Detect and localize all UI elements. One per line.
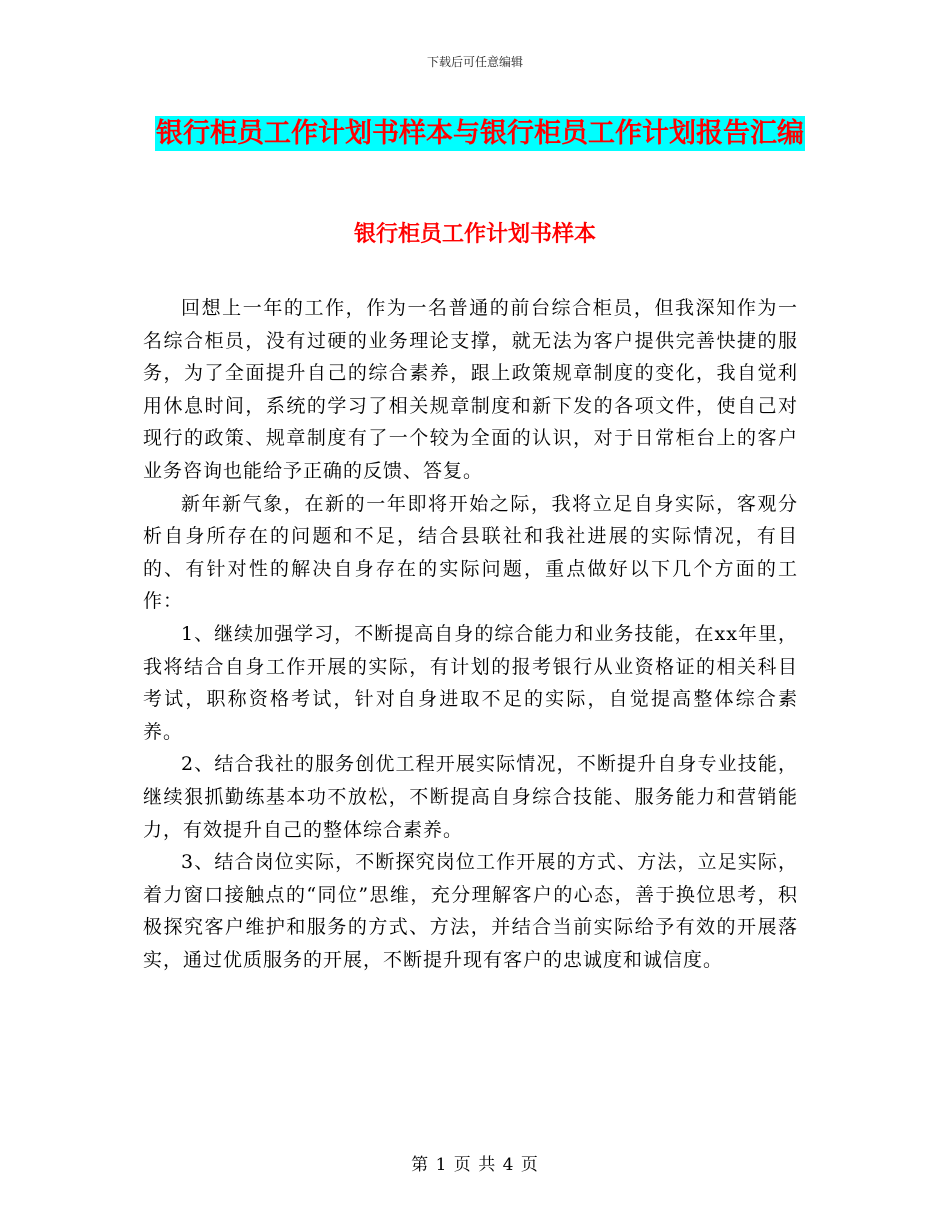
page-number: 第 1 页 共 4 页: [411, 1155, 539, 1175]
paragraph: 3、结合岗位实际，不断探究岗位工作开展的方式、方法，立足实际，着力窗口接触点的“同位”思维，充分理解客户的心态，善于换位思考，积极探究客户维护和服务的方式、方法，并结合当前实际给予有效的开展落实，通过优质服务的开展，不断提升现有客户的忠诚度和诚信度。: [143, 851, 798, 971]
paragraph: 新年新气象，在新的一年即将开始之际，我将立足自身实际，客观分析自身所存在的问题和不足，结合县联社和我社进展的实际情况，有目的、有针对性的解决自身存在的实际问题，重点做好以下几个方面的工作：: [143, 492, 798, 613]
paragraph: 2、结合我社的服务创优工程开展实际情况，不断提升自身专业技能，继续狠抓勤练基本功不放松，不断提高自身综合技能、服务能力和营销能力，有效提升自己的整体综合素养。: [143, 753, 798, 841]
document-body: [143, 292, 798, 976]
paragraph: 1、继续加强学习，不断提高自身的综合能力和业务技能，在xx年里，我将结合自身工作开展的实际，有计划的报考银行从业资格证的相关科目考试，职称资格考试，针对自身进取不足的实际，自觉提高整体综合素养。: [143, 622, 798, 743]
section-title: 银行柜员工作计划书样本: [353, 222, 596, 247]
document-title-text: 银行柜员工作计划书样本与银行柜员工作计划报告汇编: [156, 118, 804, 149]
header-note: 下载后可任意编辑: [426, 55, 523, 69]
paragraph: 回想上一年的工作，作为一名普通的前台综合柜员，但我深知作为一名综合柜员，没有过硬的业务理论支撑，就无法为客户提供完善快捷的服务，为了全面提升自己的综合素养，跟上政策规章制度的变化，我自觉利用休息时间，系统的学习了相关规章制度和新下发的各项文件，使自己对现行的政策、规章制度有了一个较为全面的认识，对于日常柜台上的客户业务咨询也能给予正确的反馈、答复。: [143, 297, 798, 482]
document-title: [150, 110, 810, 158]
